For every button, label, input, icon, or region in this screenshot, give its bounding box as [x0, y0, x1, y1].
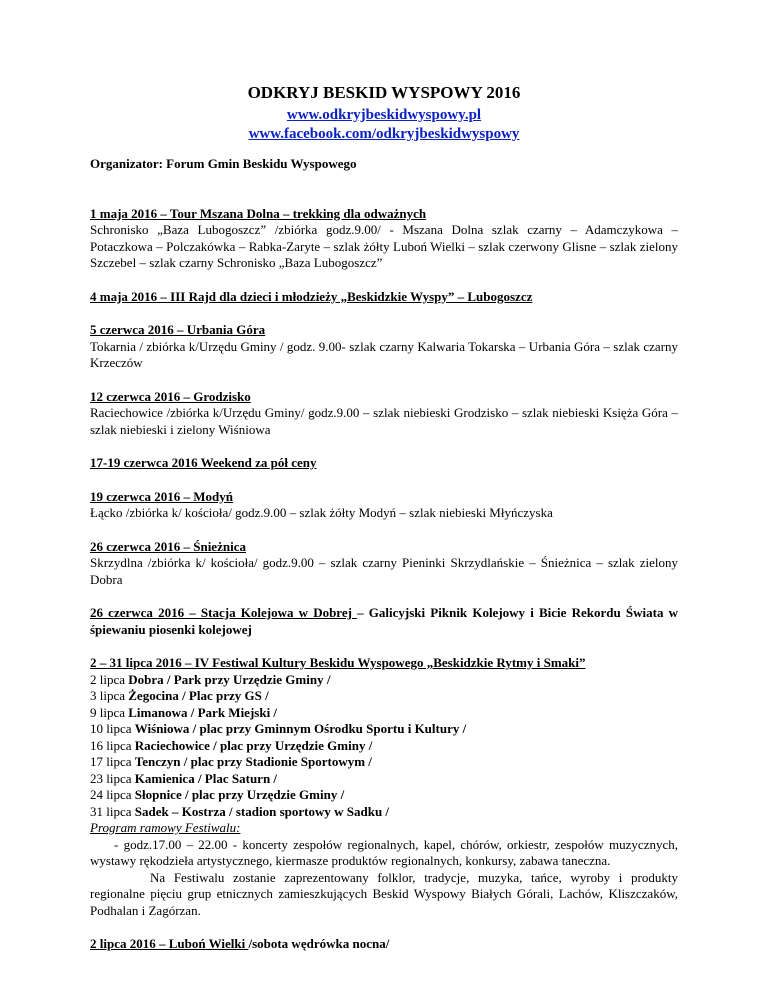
event-body: Skrzydlna /zbiórka k/ kościoła/ godz.9.00 – szlak czarny Pieninki Skrzydlańskie – Śnieżnica – szlak zielony Dobra: [90, 555, 678, 587]
event-body: Schronisko „Baza Lubogoszcz” /zbiórka godz.9.00/ - Mszana Dolna szlak czarny – Adamczykowa – Potaczkowa – Polczakówka – Rabka-Zaryte – szlak żółty Luboń Wielki – szlak czerwony Glisne – szlak zielony Szczebel – szlak czarny Schronisko „Baza Lubogoszcz”: [90, 222, 678, 270]
festival-place: Dobra / Park przy Urzędzie Gminy /: [128, 671, 331, 687]
festival-date-row: [90, 672, 678, 689]
festival-date-row: [90, 804, 678, 821]
festival-date: 23 lipca: [90, 770, 132, 786]
event-8: [90, 605, 678, 638]
festival-place: Żegocina / Plac przy GS /: [128, 688, 269, 703]
event-2: [90, 289, 678, 306]
festival-date: 24 lipca: [90, 787, 132, 802]
festival-date-row: [90, 721, 678, 738]
festival-date: 31 lipca: [90, 803, 132, 819]
festival-place: Sadek – Kostrza / stadion sportowy w Sadku /: [134, 803, 390, 819]
festival-date: 17 lipca: [90, 754, 132, 769]
event-body: Raciechowice /zbiórka k/Urzędu Gminy/ godz.9.00 – szlak niebieski Grodzisko – szlak niebieski Księża Góra – szlak niebieski i zielony Wiśniowa: [90, 405, 678, 437]
festival: [90, 655, 678, 919]
program-text: - godz.17.00 – 22.00 - koncerty zespołów regionalnych, kapel, chórów, orkiestr, zespołów muzycznych, wystawy rękodzieła artystycznego, kiermasze produktów regionalnych, konkursy, zabawa taneczna.: [90, 836, 678, 868]
festival-date-row: [90, 738, 678, 755]
event-5: [90, 455, 678, 472]
last-event: [90, 936, 678, 953]
event-4: [90, 389, 678, 439]
festival-place: Słopnice / plac przy Urzędzie Gminy /: [134, 787, 345, 802]
festival-date: 3 lipca: [90, 688, 126, 703]
event-heading-rest: /sobota wędrówka nocna/: [248, 936, 390, 951]
event-heading-rest: – Galicyjski Piknik Kolejowy i Bicie Rekordu Świata w śpiewaniu piosenki kolejowej: [90, 605, 679, 637]
event-heading-underlined: 2 lipca 2016 – Luboń Wielki: [90, 936, 249, 951]
event-heading: 19 czerwca 2016 – Modyń: [90, 488, 233, 504]
event-heading: [90, 936, 678, 953]
festival-place: Raciechowice / plac przy Urzędzie Gminy /: [134, 737, 373, 753]
festival-date-row: [90, 771, 678, 788]
event-7: [90, 539, 678, 589]
program-label: Program ramowy Festiwalu:: [90, 820, 241, 835]
event-heading: 5 czerwca 2016 – Urbania Góra: [90, 322, 266, 337]
event-heading: 4 maja 2016 – III Rajd dla dzieci i młodzieży „Beskidzkie Wyspy” – Lubogoszcz: [90, 288, 533, 304]
website-link[interactable]: www.odkryjbeskidwyspowy.pl: [286, 107, 482, 123]
program-note: Na Festiwalu zostanie zaprezentowany folklor, tradycje, muzyka, tańce, wyroby i produkty regionalne pięciu grup etnicznych zamieszkujących Beskid Wyspowy Białych Górali, Lachów, Kliszczaków, Podhalan i Zagórzan.: [90, 869, 678, 918]
event-heading: 17-19 czerwca 2016 Weekend za pół ceny: [90, 455, 317, 470]
event-3: [90, 322, 678, 372]
event-heading: 1 maja 2016 – Tour Mszana Dolna – trekking dla odważnych: [90, 205, 427, 221]
festival-place: Limanowa / Park Miejski /: [128, 704, 278, 720]
organizer: Organizator: Forum Gmin Beskidu Wyspowego: [90, 156, 357, 171]
festival-date: 2 lipca: [90, 671, 126, 687]
document-title: ODKRYJ BESKID WYSPOWY 2016: [247, 83, 521, 102]
festival-heading: 2 – 31 lipca 2016 – IV Festiwal Kultury Beskidu Wyspowego „Beskidzkie Rytmy i Smaki”: [90, 655, 586, 670]
festival-date: 16 lipca: [90, 737, 132, 753]
event-heading-underlined: 26 czerwca 2016 – Stacja Kolejowa w Dobrej: [90, 605, 358, 620]
event-heading: 12 czerwca 2016 – Grodzisko: [90, 388, 251, 404]
event-heading: [90, 605, 678, 638]
festival-place: Tenczyn / plac przy Stadionie Sportowym /: [134, 754, 372, 769]
festival-date: 10 lipca: [90, 721, 132, 736]
festival-date-row: [90, 688, 678, 705]
event-1: [90, 206, 678, 272]
event-body: Tokarnia / zbiórka k/Urzędu Gminy / godz. 9.00- szlak czarny Kalwaria Tokarska – Urbania Góra – szlak czarny Krzeczów: [90, 338, 678, 370]
festival-date-row: [90, 705, 678, 722]
document-page: [90, 82, 678, 953]
event-body: Łącko /zbiórka k/ kościoła/ godz.9.00 – szlak żółty Modyń – szlak niebieski Młyńczyska: [90, 505, 553, 520]
facebook-link[interactable]: www.facebook.com/odkryjbeskidwyspowy: [248, 126, 520, 142]
event-heading: 26 czerwca 2016 – Śnieżnica: [90, 538, 246, 554]
festival-date-row: [90, 754, 678, 771]
event-6: [90, 489, 678, 522]
festival-place: Kamienica / Plac Saturn /: [134, 770, 278, 786]
festival-date: 9 lipca: [90, 704, 126, 720]
festival-place: Wiśniowa / plac przy Gminnym Ośrodku Sportu i Kultury /: [134, 721, 467, 736]
festival-date-row: [90, 787, 678, 804]
